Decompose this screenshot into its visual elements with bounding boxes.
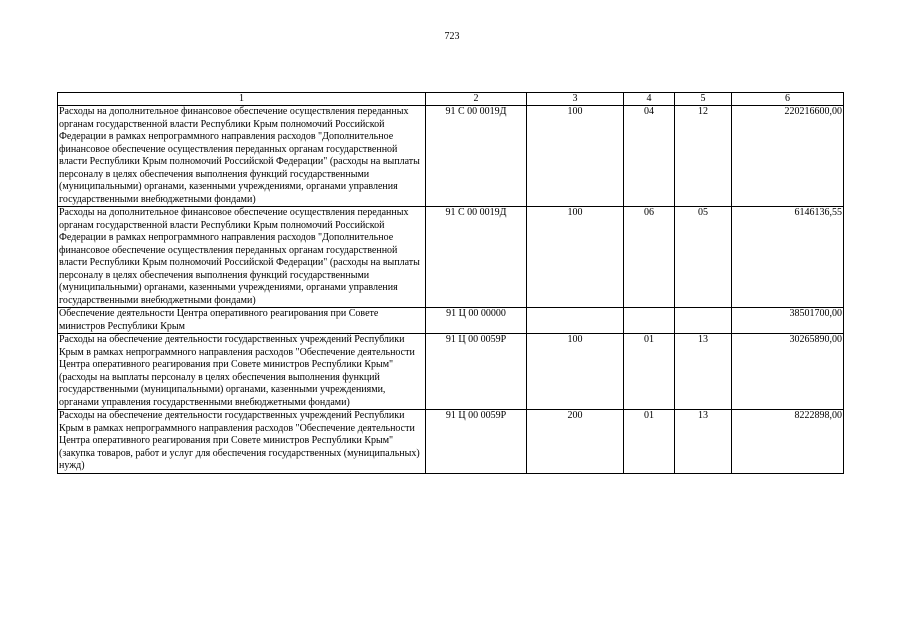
column-header-2: 2 bbox=[426, 93, 527, 106]
row-subsection: 05 bbox=[675, 207, 732, 308]
row-description: Расходы на дополнительное финансовое обеспечение осуществления переданных органам государственной власти Республики Крым полномочий Российской Федерации в рамках непрограммного направления расходов "Дополнительное финансовое обеспечение осуществления переданных органам государственной власти Республики Крым полномочий Российской Федерации" (расходы на выплаты персоналу в целях обеспечения выполнения функций государственными (муниципальными) органами, казенными учреждениями, органами управления государственными внебюджетными фондами) bbox=[58, 106, 426, 207]
table-row bbox=[58, 308, 844, 334]
row-amount: 30265890,00 bbox=[732, 334, 844, 410]
column-header-5: 5 bbox=[675, 93, 732, 106]
row-amount: 6146136,55 bbox=[732, 207, 844, 308]
row-expense-type: 100 bbox=[527, 106, 624, 207]
row-description: Расходы на дополнительное финансовое обеспечение осуществления переданных органам государственной власти Республики Крым полномочий Российской Федерации в рамках непрограммного направления расходов "Дополнительное финансовое обеспечение осуществления переданных органам государственной власти Республики Крым полномочий Российской Федерации" (расходы на выплаты персоналу в целях обеспечения выполнения функций государственными (муниципальными) органами, казенными учреждениями, органами управления государственными внебюджетными фондами) bbox=[58, 207, 426, 308]
row-expense-type: 100 bbox=[527, 334, 624, 410]
table-row bbox=[58, 106, 844, 207]
row-target-code: 91 С 00 0019Д bbox=[426, 106, 527, 207]
row-amount: 38501700,00 bbox=[732, 308, 844, 334]
row-section: 01 bbox=[624, 410, 675, 474]
column-header-4: 4 bbox=[624, 93, 675, 106]
row-target-code: 91 С 00 0019Д bbox=[426, 207, 527, 308]
column-header-1: 1 bbox=[58, 93, 426, 106]
row-subsection: 13 bbox=[675, 410, 732, 474]
table-row bbox=[58, 410, 844, 474]
row-subsection bbox=[675, 308, 732, 334]
table-header-row bbox=[58, 93, 844, 106]
table-row bbox=[58, 207, 844, 308]
row-subsection: 12 bbox=[675, 106, 732, 207]
row-section: 06 bbox=[624, 207, 675, 308]
row-subsection: 13 bbox=[675, 334, 732, 410]
page-number: 723 bbox=[444, 31, 460, 42]
row-amount: 220216600,00 bbox=[732, 106, 844, 207]
row-expense-type: 100 bbox=[527, 207, 624, 308]
row-target-code: 91 Ц 00 0059Р bbox=[426, 334, 527, 410]
column-header-6: 6 bbox=[732, 93, 844, 106]
budget-table bbox=[57, 92, 844, 474]
row-expense-type: 200 bbox=[527, 410, 624, 474]
row-section: 04 bbox=[624, 106, 675, 207]
row-description: Расходы на обеспечение деятельности государственных учреждений Республики Крым в рамках непрограммного направления расходов "Обеспечение деятельности Центра оперативного реагирования при Совете министров Республики Крым" (расходы на выплаты персоналу в целях обеспечения выполнения функций государственными (муниципальными) органами, казенными учреждениями, органами управления государственными внебюджетными фондами) bbox=[58, 334, 426, 410]
row-target-code: 91 Ц 00 0059Р bbox=[426, 410, 527, 474]
table-row bbox=[58, 334, 844, 410]
row-section bbox=[624, 308, 675, 334]
row-description: Обеспечение деятельности Центра оперативного реагирования при Совете министров Республики Крым bbox=[58, 308, 426, 334]
row-description: Расходы на обеспечение деятельности государственных учреждений Республики Крым в рамках непрограммного направления расходов "Обеспечение деятельности Центра оперативного реагирования при Совете министров Республики Крым" (закупка товаров, работ и услуг для обеспечения государственных (муниципальных) нужд) bbox=[58, 410, 426, 474]
row-amount: 8222898,00 bbox=[732, 410, 844, 474]
column-header-3: 3 bbox=[527, 93, 624, 106]
row-expense-type bbox=[527, 308, 624, 334]
row-section: 01 bbox=[624, 334, 675, 410]
row-target-code: 91 Ц 00 00000 bbox=[426, 308, 527, 334]
